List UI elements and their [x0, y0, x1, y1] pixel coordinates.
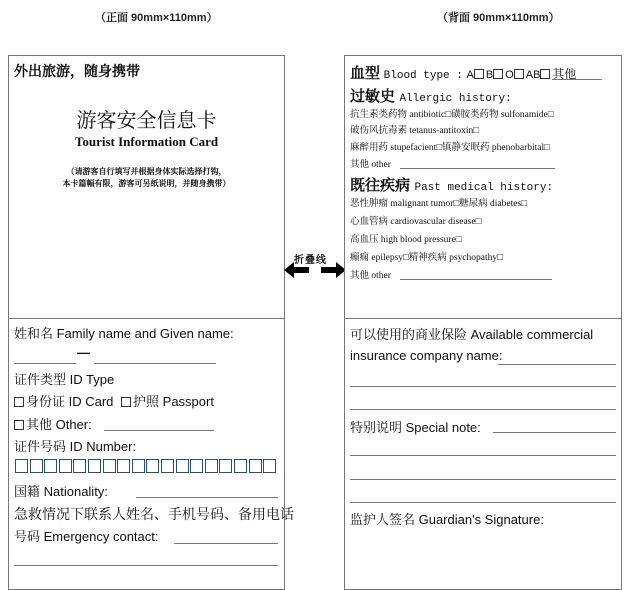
- passport-option-label: 护照 Passport: [133, 394, 214, 409]
- name-label: 姓和名 Family name and Given name:: [14, 326, 234, 341]
- blood-b-checkbox[interactable]: [493, 69, 503, 79]
- allergy-line2[interactable]: 破伤风抗毒素 tetanus-antitoxin□: [350, 126, 479, 136]
- other-id-row: [14, 414, 92, 433]
- back-caption: （背面 90mm×110mm）: [437, 12, 560, 24]
- instruction-note-line2: 本卡篇幅有限，游客可另纸说明，并随身携带）: [62, 179, 231, 188]
- slogan: 外出旅游，随身携带: [14, 64, 140, 80]
- card-title-en: Tourist Information Card: [74, 134, 219, 149]
- special-note-field-4[interactable]: [350, 502, 616, 503]
- family-name-field[interactable]: [14, 363, 76, 364]
- id-number-boxes[interactable]: [15, 459, 278, 473]
- passport-checkbox[interactable]: [121, 397, 131, 407]
- special-note-field-3[interactable]: [350, 479, 616, 480]
- medical-en: Past medical history:: [414, 182, 554, 194]
- medical-line1[interactable]: 恶性肿瘤 malignant tumor□糖尿病 diabetes□: [350, 199, 527, 209]
- blood-o-checkbox[interactable]: [514, 69, 524, 79]
- instruction-note-line1: （请游客自行填写并根据身体实际选择打钩，: [66, 167, 227, 176]
- allergic-label: 过敏史: [350, 88, 396, 105]
- front-caption: （正面 90mm×110mm）: [95, 12, 218, 24]
- medical-line3[interactable]: 高血压 high blood pressure□: [350, 235, 462, 245]
- emergency-contact-field-2[interactable]: [14, 565, 278, 566]
- back-top-section: [345, 56, 621, 318]
- medical-label: 既往疾病: [350, 177, 411, 194]
- insurance-field[interactable]: [498, 364, 616, 365]
- special-note-field-2[interactable]: [350, 455, 616, 456]
- front-bottom-section: [9, 319, 294, 589]
- blood-type-row: [350, 62, 576, 83]
- insurance-label-line2: insurance company name:: [350, 348, 503, 363]
- double-arrow-icon: [284, 262, 346, 278]
- blood-a-checkbox[interactable]: [474, 69, 484, 79]
- allergy-other-field[interactable]: [400, 168, 555, 169]
- given-name-field[interactable]: [94, 363, 216, 364]
- nationality-label: 国籍 Nationality:: [14, 484, 108, 499]
- allergy-line1[interactable]: 抗生素类药物 antibiotic□磺胺类药物 sulfonamide□: [350, 110, 554, 120]
- id-card-checkbox[interactable]: [14, 397, 24, 407]
- blood-type-label: 血型: [350, 65, 381, 82]
- medical-line2[interactable]: 心血管病 cardiovascular disease□: [350, 217, 482, 227]
- special-note-label: 特别说明 Special note:: [350, 420, 481, 435]
- insurance-field-2[interactable]: [350, 386, 616, 387]
- back-card: [344, 55, 622, 590]
- blood-option-other: 其他: [552, 67, 577, 81]
- id-card-option-label: 身份证 ID Card: [26, 394, 114, 409]
- allergic-en: Allergic history:: [399, 93, 512, 105]
- insurance-label-line1: 可以使用的商业保险 Available commercial: [350, 327, 594, 342]
- emergency-contact-field[interactable]: [174, 543, 278, 544]
- id-type-options: [14, 391, 214, 410]
- allergy-other-label: 其他 other: [350, 160, 391, 170]
- special-note-field[interactable]: [493, 432, 616, 433]
- front-card: [8, 55, 294, 590]
- allergy-line3[interactable]: 麻醉用药 stupefacient□镇静安眠药 phenobarbital□: [350, 143, 550, 153]
- back-bottom-section: [345, 319, 621, 589]
- other-id-label: 其他 Other:: [26, 417, 92, 432]
- other-id-checkbox[interactable]: [14, 420, 24, 430]
- id-type-label: 证件类型 ID Type: [14, 372, 115, 387]
- blood-ab-checkbox[interactable]: [540, 69, 550, 79]
- medical-other-label: 其他 other: [350, 271, 391, 281]
- blood-option-o: O: [505, 69, 514, 81]
- fold-line-label: 折叠线: [294, 255, 327, 266]
- emergency-label-line2: 号码 Emergency contact:: [14, 529, 159, 544]
- name-separator: —: [77, 345, 90, 360]
- blood-other-field[interactable]: [552, 79, 602, 80]
- id-number-label: 证件号码 ID Number:: [14, 439, 137, 454]
- guardian-signature-label: 监护人签名 Guardian's Signature:: [350, 512, 544, 527]
- medical-row: [350, 174, 553, 195]
- blood-option-ab: AB: [525, 69, 541, 81]
- insurance-field-3[interactable]: [350, 409, 616, 410]
- front-top-section: [9, 56, 284, 318]
- other-id-field[interactable]: [104, 430, 214, 431]
- medical-line4[interactable]: 癫痫 epilepsy□精神疾病 psychopathy□: [350, 253, 503, 263]
- nationality-field[interactable]: [136, 497, 278, 498]
- blood-option-b: B: [485, 69, 494, 81]
- allergic-row: [350, 85, 512, 106]
- emergency-label-line1: 急救情况下联系人姓名、手机号码、备用电话: [14, 506, 294, 522]
- medical-other-field[interactable]: [400, 279, 552, 280]
- card-title-cn: 游客安全信息卡: [76, 110, 217, 132]
- blood-option-a: A: [466, 69, 474, 81]
- blood-type-en: Blood type :: [383, 70, 463, 82]
